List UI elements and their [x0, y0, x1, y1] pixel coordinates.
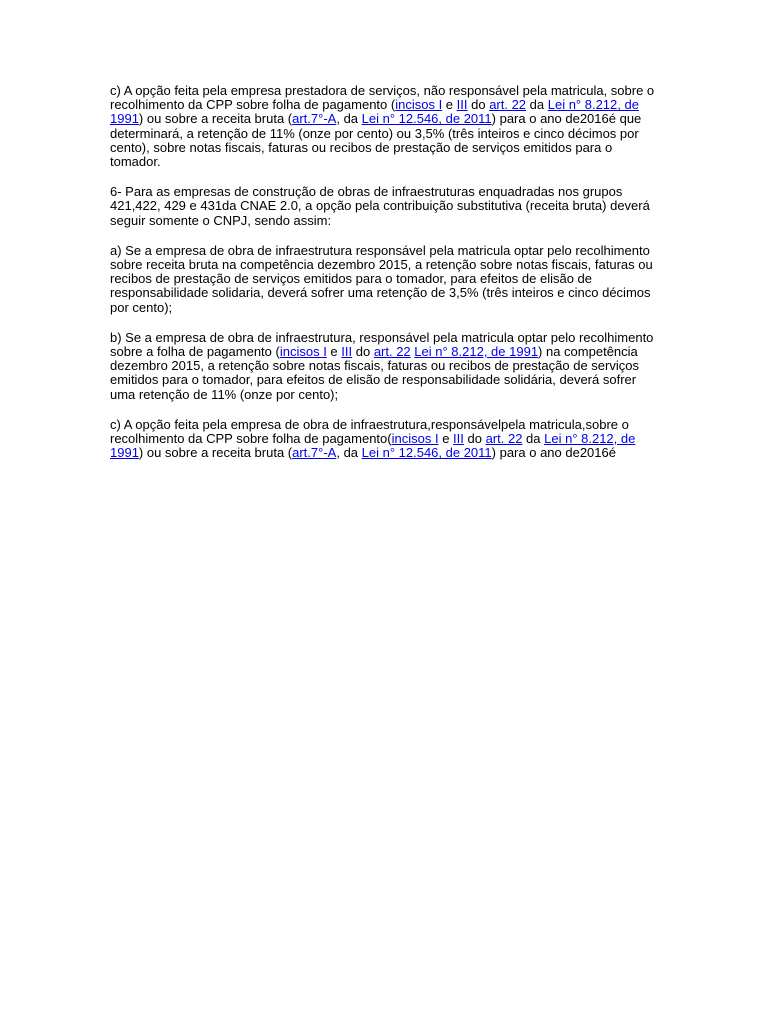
paragraph-text: e: [442, 97, 457, 113]
paragraph-text: ) para o ano de2016é: [491, 445, 616, 461]
paragraph-a-gross-revenue: [110, 244, 655, 315]
paragraph-text: a) Se a empresa de obra de infraestrutura responsável pela matricula optar pelo recolhimento sobre receita bruta na competência dezembro 2015, a retenção sobre notas fiscais, faturas ou recibos de prestação de serviços emitidos para o tomador, para efeitos de elisão de responsabilidade solidaria, deverá sofrer uma retenção de 3,5% (três inteiros e cinco décimos por cento);: [110, 242, 653, 315]
legal-reference-link[interactable]: Lei n° 8.212, de 1991: [110, 97, 639, 127]
paragraph-text: ) ou sobre a receita bruta (: [138, 445, 293, 461]
legal-reference-link[interactable]: III: [453, 431, 464, 447]
paragraph-text: do: [352, 344, 374, 360]
paragraph-c-service-provider: [110, 84, 655, 169]
paragraph-text: , da: [336, 111, 362, 127]
paragraph-text: c) A opção feita pela empresa de obra de infraestrutura,responsávelpela matricula,sobre o recolhimento da CPP sobre folha de pagamento(: [110, 416, 629, 447]
paragraph-text: do: [463, 431, 486, 447]
legal-reference-link[interactable]: art.7°-A: [292, 111, 337, 127]
paragraph-text: ) na competência dezembro 2015, a retenção sobre notas fiscais, faturas ou recibos de prestação de serviços emitidos para o tomador, para efeitos de elisão de responsabilidade solidária, deverá sofrer uma retenção de 11% (onze por cento);: [110, 344, 639, 402]
legal-reference-link[interactable]: III: [341, 344, 353, 360]
paragraph-text: 6- Para as empresas de construção de obras de infraestruturas enquadradas nos grupos 421,422, 429 e 431da CNAE 2.0, a opção pela contribuição substitutiva (receita bruta) deverá seguir somente o CNPJ, sendo assim:: [110, 184, 650, 228]
paragraph-text: b) Se a empresa de obra de infraestrutura, responsável pela matricula optar pelo recolhimento sobre a folha de pagamento (: [110, 329, 654, 360]
legal-reference-link[interactable]: art.7°-A: [292, 445, 337, 461]
paragraph-text: c) A opção feita pela empresa prestadora de serviços, não responsável pela matricula, sobre o recolhimento da CPP sobre folha de pagamento (: [110, 83, 655, 113]
legal-reference-link[interactable]: Lei n° 12.546, de 2011: [361, 111, 492, 127]
paragraph-text: e: [438, 431, 454, 447]
legal-reference-link[interactable]: incisos I: [391, 431, 439, 447]
legal-reference-link[interactable]: Lei n° 12.546, de 2011: [361, 445, 492, 461]
paragraph-text: da: [526, 97, 548, 113]
paragraph-text: ) para o ano de2016é que determinará, a retenção de 11% (onze por cento) ou 3,5% (três inteiros e cinco décimos por cento), sobre notas fiscais, faturas ou recibos de prestação de serviços emitidos para o tomador.: [110, 111, 642, 170]
paragraph-c-infrastructure: [110, 418, 655, 461]
legal-reference-link[interactable]: incisos I: [279, 344, 327, 360]
paragraph-text: ) ou sobre a receita bruta (: [138, 111, 293, 127]
legal-reference-link[interactable]: art. 22: [485, 431, 523, 447]
paragraph-b-payroll: [110, 331, 655, 402]
legal-reference-link[interactable]: Lei n° 8.212, de 1991: [414, 344, 539, 360]
legal-reference-link[interactable]: art. 22: [489, 97, 527, 113]
legal-reference-link[interactable]: incisos I: [395, 97, 443, 113]
paragraph-text: e: [326, 344, 342, 360]
document-page: [110, 84, 655, 476]
paragraph-text: da: [522, 431, 545, 447]
paragraph-6-infrastructure: [110, 185, 655, 228]
legal-reference-link[interactable]: Lei n° 8.212, de 1991: [110, 431, 636, 461]
paragraph-text: do: [467, 97, 490, 113]
paragraph-text: , da: [336, 445, 362, 461]
legal-reference-link[interactable]: III: [456, 97, 468, 113]
legal-reference-link[interactable]: art. 22: [373, 344, 411, 360]
